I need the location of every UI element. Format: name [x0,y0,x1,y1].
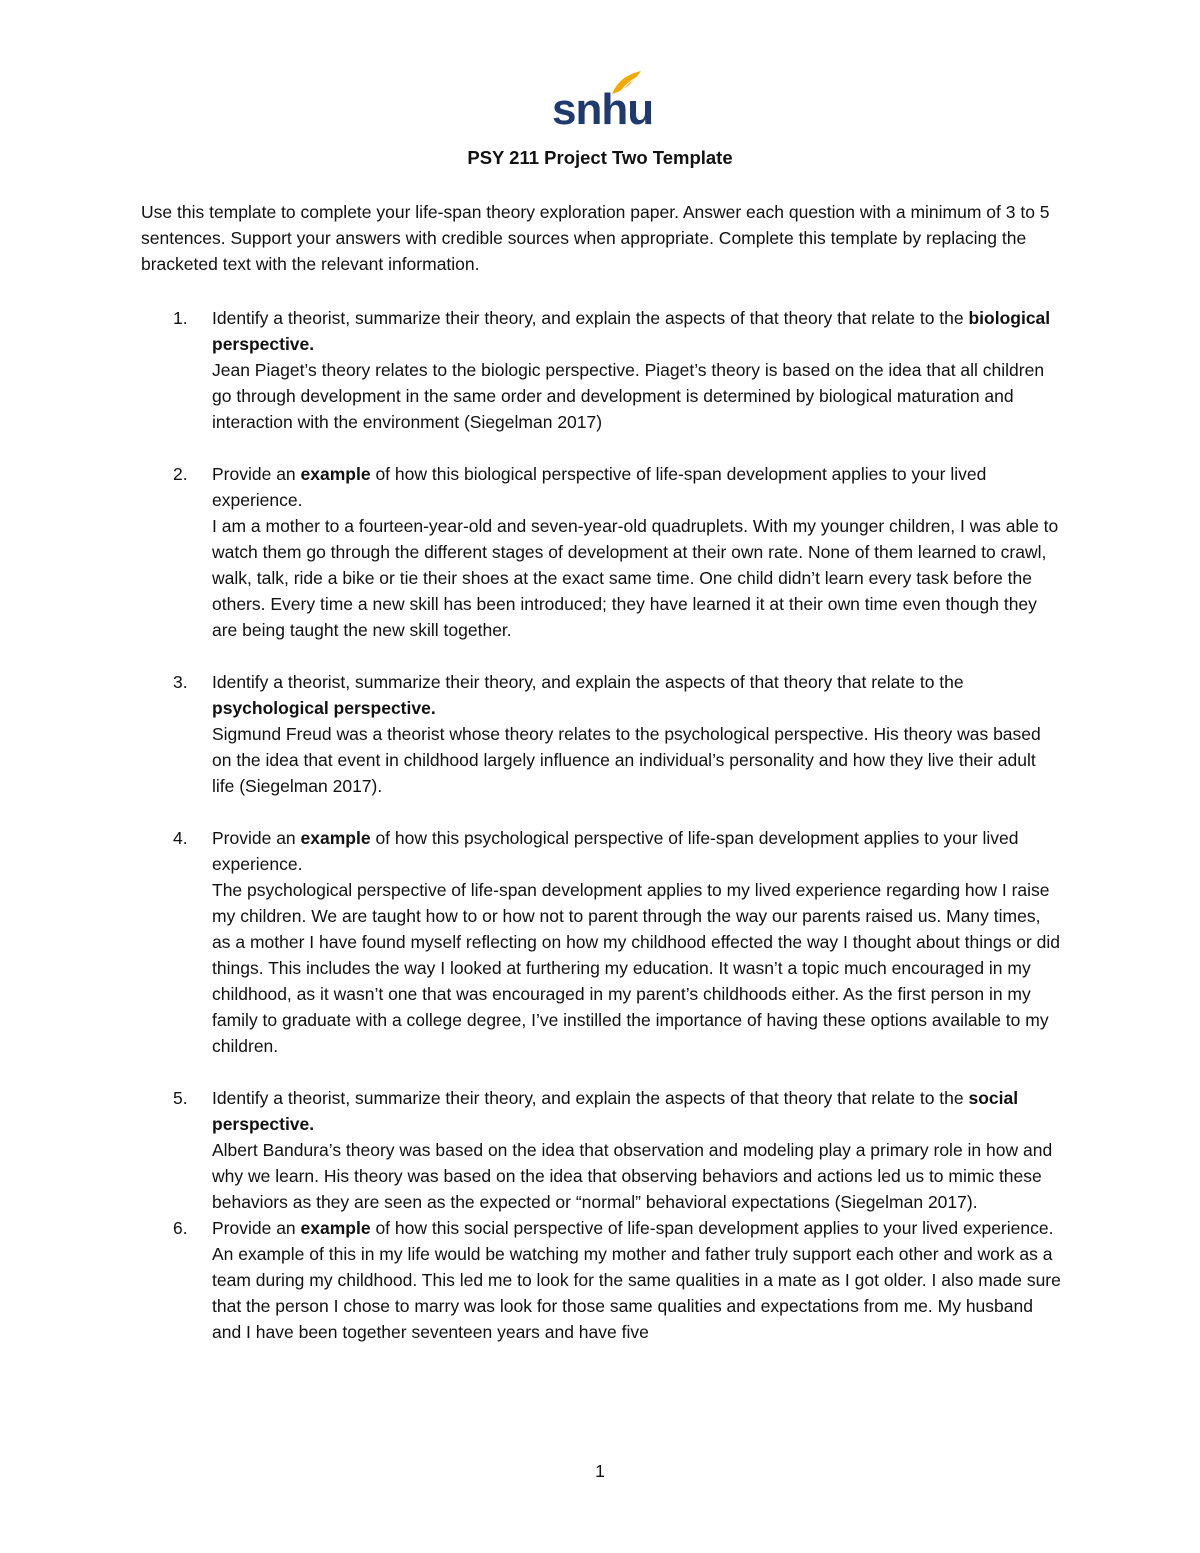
item-number: 1. [173,308,188,328]
question-text: Identify a theorist, summarize their theory, and explain the aspects of that theory that relate to the [212,1088,969,1108]
snhu-logo [552,70,654,134]
logo-wordmark: snhu [552,85,654,134]
item-number: 6. [173,1218,188,1238]
list-item [141,1085,1061,1215]
question-emphasis: social perspective. [212,1088,1019,1134]
answer-text: The psychological perspective of life-span development applies to my lived experience regarding how I raise my children. We are taught how to or how not to parent through the way our parents raised us. Many times, as a mother I have found myself reflecting on how my childhood effected the way I thought about things or did things. This includes the way I looked at furthering my education. It wasn’t a topic much encouraged in my childhood, as it wasn’t one that was encouraged in my parent’s childhoods either. As the first person in my family to graduate with a college degree, I’ve instilled the importance of having these options available to my children. [212,880,1060,1056]
list-item [141,1215,1061,1345]
question-text-end: of how this biological perspective of life-span development applies to your lived experience. [212,464,987,510]
answer-text: Albert Bandura’s theory was based on the idea that observation and modeling play a primary role in how and why we learn. His theory was based on the idea that observing behaviors and actions led us to mimic these behaviors as they are seen as the expected or “normal” behavioral expectations (Siegelman 2017). [212,1140,1053,1212]
question-text: Identify a theorist, summarize their theory, and explain the aspects of that theory that relate to the [212,672,964,692]
page-number: 1 [595,1461,605,1481]
spacer [141,435,1061,461]
spacer [141,643,1061,669]
item-number: 2. [173,464,188,484]
intro-paragraph: Use this template to complete your life-span theory exploration paper. Answer each question with a minimum of 3 to 5 sentences. Support your answers with credible sources when appropriate. Complete this template by replacing the bracketed text with the relevant information. [141,202,1050,274]
list-item [141,305,1061,435]
spacer [141,1059,1061,1085]
item-number: 5. [173,1088,188,1108]
list-item [141,461,1061,643]
answer-text: Sigmund Freud was a theorist whose theory relates to the psychological perspective. His theory was based on the idea that event in childhood largely influence an individual’s personality and how they live their adult life (Siegelman 2017). [212,724,1041,796]
answer-text: Jean Piaget’s theory relates to the biologic perspective. Piaget’s theory is based on the idea that all children go through development in the same order and development is determined by biological maturation and interaction with the environment (Siegelman 2017) [212,360,1045,432]
question-text: Identify a theorist, summarize their theory, and explain the aspects of that theory that relate to the [212,308,969,328]
question-emphasis: biological perspective. [212,308,1051,354]
question-emphasis: example [300,828,371,848]
question-text: Provide an [212,1218,301,1238]
item-number: 3. [173,672,188,692]
question-list [141,305,1061,1345]
question-text-end: of how this social perspective of life-span development applies to your lived experience. [370,1218,1054,1238]
list-item [141,825,1061,1059]
question-emphasis: example [300,1218,371,1238]
answer-text: I am a mother to a fourteen-year-old and seven-year-old quadruplets. With my younger children, I was able to watch them go through the different stages of development at their own rate. None of them learned to crawl, walk, talk, ride a bike or tie their shoes at the exact same time. One child didn’t learn every task before the others. Every time a new skill has been introduced; they have learned it at their own time even though they are being taught the new skill together. [212,516,1059,640]
question-emphasis: example [300,464,371,484]
question-emphasis: psychological perspective. [212,698,436,718]
answer-text: An example of this in my life would be watching my mother and father truly support each other and work as a team during my childhood. This led me to look for the same qualities in a mate as I got older. I also made sure that the person I chose to marry was look for those same qualities and expectations from me. My husband and I have been together seventeen years and have five [212,1244,1061,1342]
question-text: Provide an [212,828,301,848]
list-item [141,669,1061,799]
question-text: Provide an [212,464,301,484]
item-number: 4. [173,828,188,848]
question-text-end: of how this psychological perspective of life-span development applies to your lived experience. [212,828,1019,874]
page-title: PSY 211 Project Two Template [467,147,733,168]
spacer [141,799,1061,825]
